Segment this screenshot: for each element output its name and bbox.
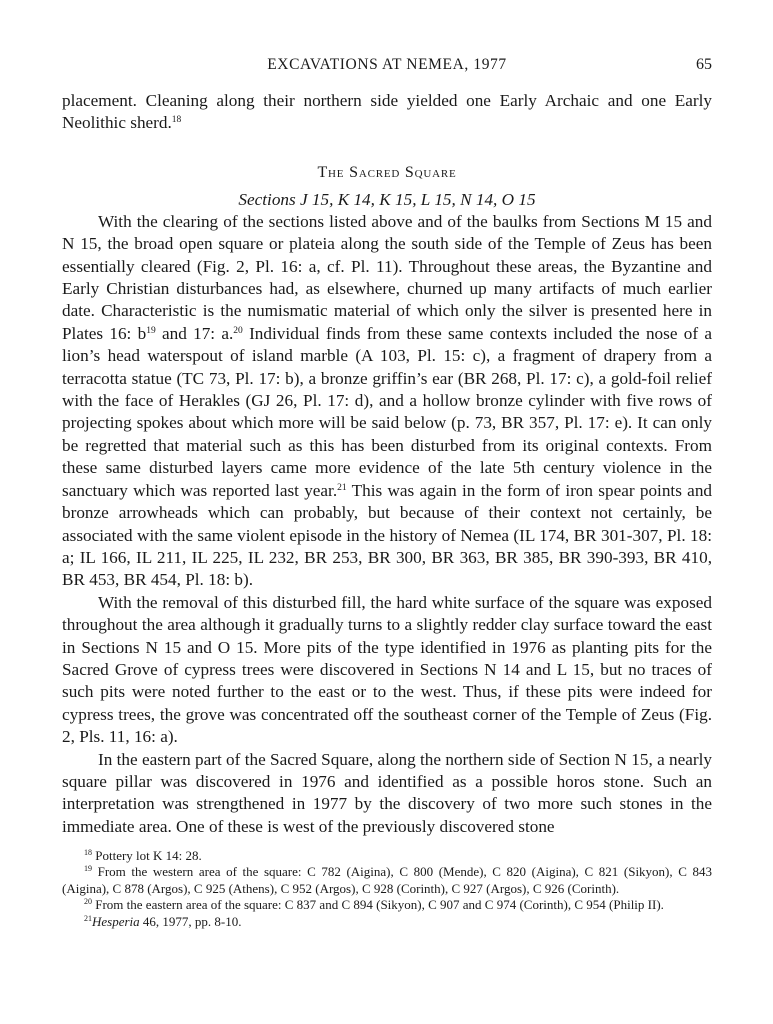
footnote-text: Pottery lot K 14: 28. <box>92 848 202 863</box>
footnote-text: 46, 1977, pp. 8-10. <box>139 913 242 929</box>
footnote-ref-21[interactable]: 21 <box>337 482 347 493</box>
running-title: EXCAVATIONS AT NEMEA, 1977 <box>267 56 507 73</box>
paragraph-sacred-square <box>62 211 712 592</box>
journal-title: Hesperia <box>92 913 140 929</box>
footnote-number: 21 <box>84 913 92 923</box>
body-text <box>62 90 712 838</box>
footnote-text: From the eastern area of the square: C 837 and C 894 (Sikyon), C 907 and C 974 (Corinth), C 954 (Philip II). <box>92 897 664 913</box>
footnote-21 <box>62 914 712 930</box>
paragraph-continuation <box>62 90 712 135</box>
footnote-number: 20 <box>84 897 92 907</box>
running-header <box>62 56 712 78</box>
paragraph-text: Individual finds from these same contexts included the nose of a lion’s head waterspout of island marble (A 103, Pl. 15: c), a fragment of drapery from a terracotta statue (TC 73, Pl. 17: b), a bronze griffin’s ear (BR 268, Pl. 17: c), a gold-foil relief with the face of Herakles (GJ 26, Pl. 17: d), and a hollow bronze cylinder with five rows of projecting spokes about which more will be said below (p. 73, BR 357, Pl. 17: e). It can only be regretted that material such as this has been disturbed from its original contexts. From these same disturbed layers came more evidence of the late 5th century violence in the sanctuary which was reported last year. <box>62 323 712 500</box>
footnote-number: 19 <box>84 864 92 874</box>
paragraph-text: placement. Cleaning along their northern side yielded one Early Archaic and one Early Neolithic sherd. <box>62 91 712 133</box>
paragraph-eastern-part: In the eastern part of the Sacred Square, along the northern side of Section N 15, a nearly square pillar was discovered in 1976 and identified as a possible horos stone. Such an interpretation was strengthened in 1977 by the discovery of two more such stones in the immediate area. One of these is west of the previously discovered stone <box>62 749 712 836</box>
section-title: The Sacred Square <box>317 163 457 181</box>
footnote-20 <box>62 897 712 913</box>
footnote-ref-18[interactable]: 18 <box>171 115 182 126</box>
footnotes <box>62 848 712 930</box>
paragraph-text: and 17: a. <box>155 323 234 343</box>
footnote-ref-20[interactable]: 20 <box>233 325 243 336</box>
paragraph-text: With the clearing of the sections listed above and of the baulks from Sections M 15 and N 15, the broad open square or plateia along the south side of the Temple of Zeus has been essentially cleared (Fig. 2, Pl. 16: a, cf. Pl. 11). Throughout these areas, the Byzantine and Early Christian disturbances had, as elsewhere, churned up many artifacts of much earlier date. Characteristic is the numismatic material of which only the silver is presented here in Plates 16: b <box>62 211 712 343</box>
paragraph-disturbed-fill: With the removal of this disturbed fill, the hard white surface of the square was exposed throughout the area although it gradually turns to a slightly redder clay surface toward the east in Sections N 15 and O 15. More pits of the type identified in 1976 as planting pits for the Sacred Grove of cypress trees were discovered in Sections N 14 and L 15, but no traces of such pits were noted further to the east or to the west. Thus, if these pits were indeed for cypress trees, the grove was concentrated off the southeast corner of the Temple of Zeus (Fig. 2, Pls. 11, 16: a). <box>62 592 712 747</box>
footnote-18 <box>62 848 712 864</box>
section-subtitle: Sections J 15, K 14, K 15, L 15, N 14, O 15 <box>238 189 536 209</box>
paragraph-text: This was again in the form of iron spear points and bronze arrowheads which can probably, but because of their context not certainly, be associated with the same violent episode in the history of Nemea (IL 174, BR 301-307, Pl. 18: a; IL 166, IL 211, IL 225, IL 232, BR 253, BR 300, BR 363, BR 385, BR 390-393, BR 410, BR 453, BR 454, Pl. 18: b). <box>62 480 713 590</box>
footnote-ref-19[interactable]: 19 <box>146 325 156 336</box>
page-number: 65 <box>696 56 712 73</box>
footnote-text: From the western area of the square: C 782 (Aigina), C 800 (Mende), C 820 (Aigina), C 821 (Sikyon), C 843 (Aigina), C 878 (Argos), C 925 (Athens), C 952 (Argos), C 928 (Corinth), C 927 (Argos), C 926 (Corinth). <box>62 864 712 896</box>
footnote-number: 18 <box>84 848 92 857</box>
footnote-19 <box>62 864 712 897</box>
